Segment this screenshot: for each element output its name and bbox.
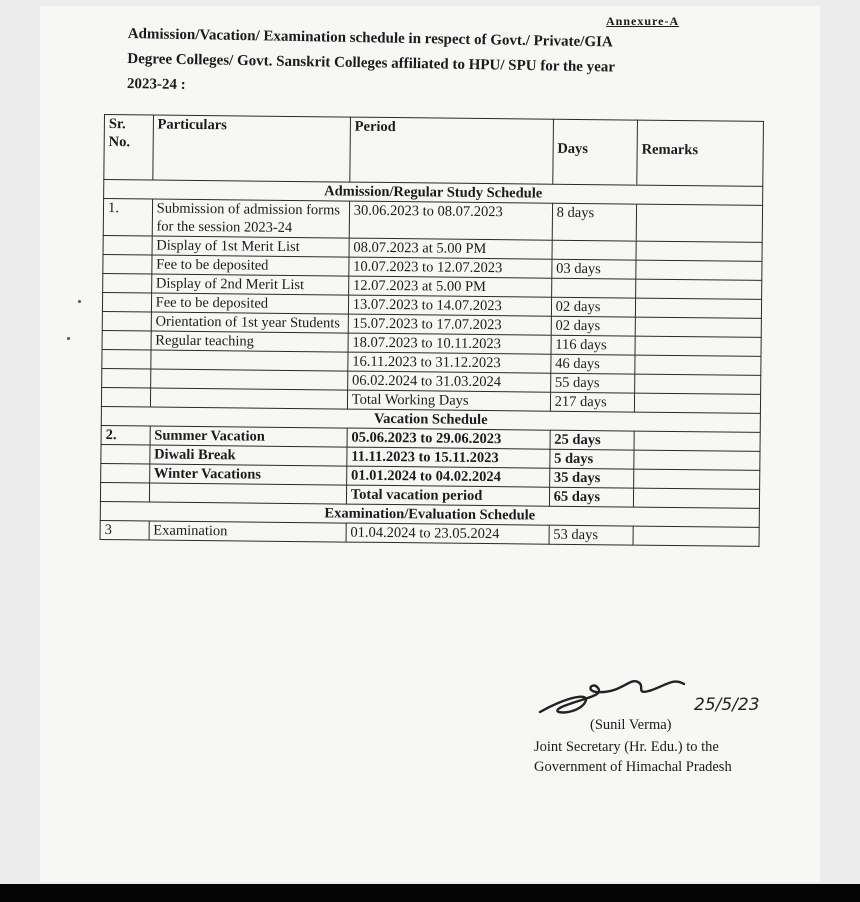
cell-days: 02 days bbox=[551, 297, 635, 317]
cell-days: 02 days bbox=[551, 316, 635, 336]
cell-days: 35 days bbox=[549, 468, 633, 488]
cell-remarks bbox=[634, 431, 760, 451]
scan-speck bbox=[67, 337, 70, 340]
cell-sr bbox=[102, 292, 151, 312]
cell-sr: 2. bbox=[101, 425, 150, 445]
cell-remarks bbox=[634, 393, 760, 413]
cell-period: 15.07.2023 to 17.07.2023 bbox=[348, 314, 551, 335]
cell-sr bbox=[103, 273, 152, 293]
cell-particulars: Fee to be deposited bbox=[151, 293, 348, 314]
cell-particulars: Orientation of 1st year Students bbox=[151, 312, 348, 333]
cell-remarks bbox=[636, 204, 762, 242]
cell-sr bbox=[100, 482, 149, 502]
header-sr-no: Sr. No. bbox=[104, 115, 153, 181]
cell-particulars bbox=[151, 350, 348, 371]
cell-days: 5 days bbox=[550, 449, 634, 469]
cell-period: Total Working Days bbox=[347, 390, 550, 411]
cell-remarks bbox=[635, 336, 761, 356]
cell-period: 08.07.2023 at 5.00 PM bbox=[349, 238, 552, 259]
cell-remarks bbox=[633, 526, 759, 546]
table-row bbox=[103, 199, 762, 243]
cell-days: 116 days bbox=[551, 335, 635, 355]
cell-sr: 1. bbox=[103, 199, 152, 237]
cell-remarks bbox=[634, 450, 760, 470]
cell-remarks bbox=[635, 374, 761, 394]
cell-sr bbox=[103, 254, 152, 274]
cell-period: 11.11.2023 to 15.11.2023 bbox=[347, 447, 550, 468]
cell-sr bbox=[101, 444, 150, 464]
cell-period: 05.06.2023 to 29.06.2023 bbox=[347, 428, 550, 449]
cell-particulars bbox=[149, 483, 346, 504]
cell-sr bbox=[103, 235, 152, 255]
cell-period: 13.07.2023 to 14.07.2023 bbox=[348, 295, 551, 316]
cell-days: 217 days bbox=[550, 392, 634, 412]
table-header-row bbox=[104, 115, 764, 187]
cell-period: 10.07.2023 to 12.07.2023 bbox=[349, 257, 552, 278]
cell-days: 8 days bbox=[552, 203, 637, 241]
cell-particulars: Diwali Break bbox=[150, 445, 347, 466]
heading-line-1: Admission/Vacation/ Examination schedule in respect of Govt./ Private/GIA bbox=[127, 25, 613, 51]
annexure-label: Annexure-A bbox=[606, 14, 680, 28]
cell-remarks bbox=[636, 260, 762, 280]
cell-days: 03 days bbox=[552, 259, 636, 279]
cell-sr bbox=[102, 311, 151, 331]
signatory-name: (Sunil Verma) bbox=[590, 717, 672, 733]
cell-period: 01.04.2024 to 23.05.2024 bbox=[346, 523, 549, 544]
cell-particulars bbox=[150, 369, 347, 390]
signatory-government: Government of Himachal Pradesh bbox=[534, 759, 732, 775]
cell-sr bbox=[102, 330, 151, 350]
header-days: Days bbox=[552, 119, 637, 185]
svg-text:25/5/23: 25/5/23 bbox=[694, 695, 760, 715]
cell-days bbox=[551, 278, 635, 298]
cell-days: 65 days bbox=[549, 487, 633, 507]
cell-remarks bbox=[636, 279, 762, 299]
cell-sr bbox=[102, 368, 151, 388]
cell-sr bbox=[102, 349, 151, 369]
cell-particulars: Submission of admission forms for the session 2023-24 bbox=[152, 199, 350, 238]
cell-remarks bbox=[635, 298, 761, 318]
header-period: Period bbox=[350, 117, 554, 184]
header-remarks: Remarks bbox=[637, 120, 764, 186]
cell-particulars bbox=[150, 388, 347, 409]
cell-particulars: Examination bbox=[149, 521, 346, 542]
cell-period: 01.01.2024 to 04.02.2024 bbox=[346, 466, 549, 487]
cell-days: 46 days bbox=[551, 354, 635, 374]
cell-remarks bbox=[635, 317, 761, 337]
cell-remarks bbox=[635, 355, 761, 375]
cell-particulars: Display of 1st Merit List bbox=[152, 236, 349, 257]
cell-sr bbox=[101, 387, 150, 407]
cell-days: 53 days bbox=[549, 525, 633, 545]
document-heading bbox=[127, 22, 718, 107]
cell-period: 06.02.2024 to 31.03.2024 bbox=[347, 371, 550, 392]
cell-particulars: Summer Vacation bbox=[150, 426, 347, 447]
cell-days: 25 days bbox=[550, 430, 634, 450]
header-particulars: Particulars bbox=[152, 115, 350, 182]
section-title: Vacation Schedule bbox=[101, 406, 760, 432]
cell-remarks bbox=[636, 241, 762, 261]
cell-sr bbox=[101, 463, 150, 483]
heading-line-3: 2023-24 : bbox=[126, 75, 186, 94]
cell-sr: 3 bbox=[100, 520, 149, 540]
cell-period: 18.07.2023 to 10.11.2023 bbox=[348, 333, 551, 354]
cell-period: 12.07.2023 at 5.00 PM bbox=[348, 276, 551, 297]
cell-particulars: Fee to be deposited bbox=[152, 255, 349, 276]
cell-period: 30.06.2023 to 08.07.2023 bbox=[349, 201, 552, 240]
cell-remarks bbox=[634, 469, 760, 489]
cell-days: 55 days bbox=[550, 373, 634, 393]
signatory-designation: Joint Secretary (Hr. Edu.) to the bbox=[534, 739, 719, 755]
cell-period: 16.11.2023 to 31.12.2023 bbox=[348, 352, 551, 373]
section-title: Admission/Regular Study Schedule bbox=[104, 180, 763, 206]
section-title: Examination/Evaluation Schedule bbox=[100, 501, 759, 527]
cell-period: Total vacation period bbox=[346, 485, 549, 506]
cell-particulars: Regular teaching bbox=[151, 331, 348, 352]
cell-particulars: Display of 2nd Merit List bbox=[151, 274, 348, 295]
cell-days bbox=[552, 240, 636, 260]
heading-line-2: Degree Colleges/ Govt. Sanskrit Colleges affiliated to HPU/ SPU for the year bbox=[127, 50, 616, 76]
cell-particulars: Winter Vacations bbox=[149, 464, 346, 485]
schedule-table bbox=[100, 114, 764, 547]
scan-speck bbox=[78, 300, 81, 303]
bottom-black-bar bbox=[0, 884, 860, 902]
cell-remarks bbox=[633, 488, 759, 508]
